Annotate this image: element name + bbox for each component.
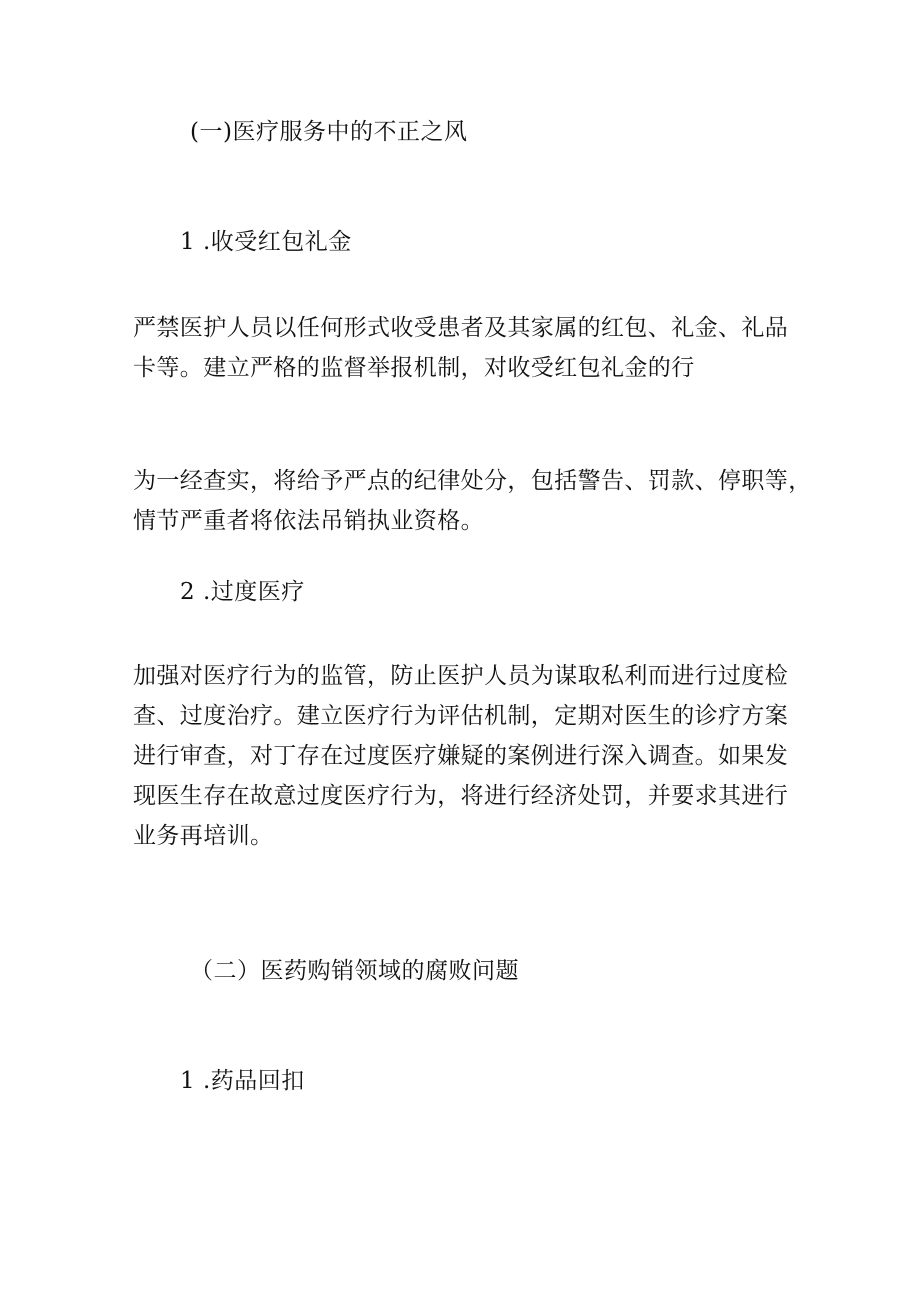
item-title-drug-kickback: 1 .药品回扣	[180, 1068, 305, 1094]
paragraph-line: 进行审查，对丁存在过度医疗嫌疑的案例进行深入调查。如果发	[133, 743, 789, 769]
paragraph-line: 加强对医疗行为的监管，防止医护人员为谋取私利而进行过度检	[133, 663, 789, 689]
paragraph-overtreatment	[133, 656, 793, 856]
paragraph-line: 卡等。建立严格的监督举报机制，对收受红包礼金的行	[133, 355, 695, 381]
section-heading-2: （二）医药购销领域的腐败问题	[190, 958, 519, 984]
paragraph-red-envelope-1	[133, 308, 793, 388]
item-title-overtreatment: 2 .过度医疗	[180, 579, 305, 605]
paragraph-line: 现医生存在故意过度医疗行为，将进行经济处罚，并要求其进行	[133, 783, 789, 809]
paragraph-line: 业务再培训。	[133, 823, 274, 849]
section-heading-1: (一)医疗服务中的不正之风	[190, 119, 468, 145]
item-title-red-envelope: 1 .收受红包礼金	[180, 229, 352, 255]
paragraph-line: 严禁医护人员以任何形式收受患者及其家属的红包、礼金、礼品	[133, 315, 789, 341]
paragraph-line: 为一经查实，将给予严点的纪律处分，包括警告、罚款、停职等，	[133, 468, 812, 494]
paragraph-line: 查、过度治疗。建立医疗行为评估机制，定期对医生的诊疗方案	[133, 703, 789, 729]
paragraph-line: 情节严重者将依法吊销执业资格。	[133, 508, 484, 534]
paragraph-red-envelope-2	[133, 461, 812, 541]
